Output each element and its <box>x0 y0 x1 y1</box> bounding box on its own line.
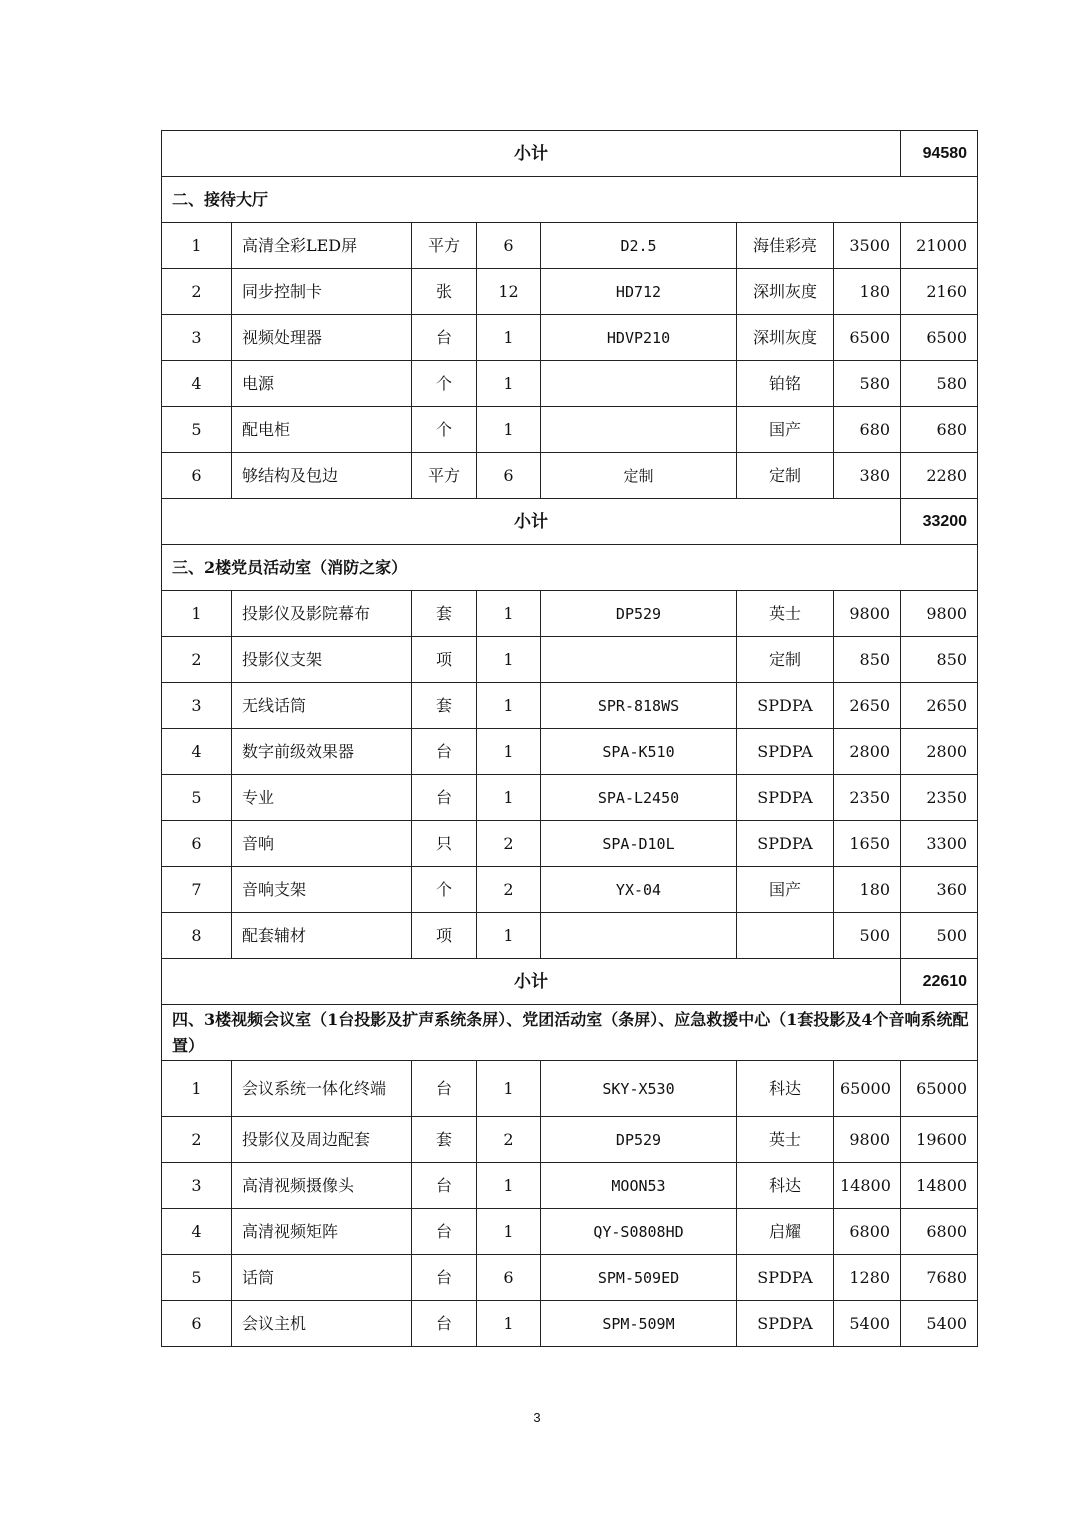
section-title: 二、接待大厅 <box>162 177 978 223</box>
cell-name: 够结构及包边 <box>232 453 412 499</box>
cell-no: 7 <box>162 867 232 913</box>
cell-name: 高清视频矩阵 <box>232 1209 412 1255</box>
cell-no: 3 <box>162 1163 232 1209</box>
cell-qty: 1 <box>477 913 541 959</box>
cell-total: 850 <box>901 637 978 683</box>
cell-unit: 台 <box>412 1301 477 1347</box>
cell-unit: 台 <box>412 1163 477 1209</box>
cell-brand: 定制 <box>737 637 834 683</box>
cell-model: SPM-509ED <box>541 1255 737 1301</box>
cell-unit-price: 180 <box>834 269 901 315</box>
cell-name: 配套辅材 <box>232 913 412 959</box>
cell-unit-price: 380 <box>834 453 901 499</box>
cell-name: 话筒 <box>232 1255 412 1301</box>
cell-model <box>541 407 737 453</box>
table-row <box>162 223 978 269</box>
cell-no: 1 <box>162 223 232 269</box>
cell-no: 8 <box>162 913 232 959</box>
cell-brand: 国产 <box>737 867 834 913</box>
table-row <box>162 1061 978 1117</box>
cell-unit: 个 <box>412 867 477 913</box>
cell-name: 视频处理器 <box>232 315 412 361</box>
cell-unit: 项 <box>412 913 477 959</box>
section-title-row <box>162 1005 978 1061</box>
cell-total: 360 <box>901 867 978 913</box>
cell-unit-price: 1280 <box>834 1255 901 1301</box>
cell-model: 定制 <box>541 453 737 499</box>
cell-model: SPA-K510 <box>541 729 737 775</box>
cell-qty: 1 <box>477 637 541 683</box>
cell-unit-price: 2350 <box>834 775 901 821</box>
table-row <box>162 269 978 315</box>
cell-qty: 1 <box>477 1209 541 1255</box>
cell-brand: 英士 <box>737 1117 834 1163</box>
subtotal-value: 22610 <box>901 959 978 1005</box>
cell-model: HD712 <box>541 269 737 315</box>
cell-no: 5 <box>162 775 232 821</box>
table-row <box>162 1117 978 1163</box>
cell-name: 无线话筒 <box>232 683 412 729</box>
cell-unit-price: 2800 <box>834 729 901 775</box>
cell-total: 2350 <box>901 775 978 821</box>
cell-qty: 6 <box>477 453 541 499</box>
cell-brand: 启耀 <box>737 1209 834 1255</box>
cell-qty: 1 <box>477 361 541 407</box>
cell-unit-price: 65000 <box>834 1061 901 1117</box>
cell-no: 3 <box>162 683 232 729</box>
cell-name: 投影仪支架 <box>232 637 412 683</box>
cell-brand: SPDPA <box>737 683 834 729</box>
cell-model: DP529 <box>541 1117 737 1163</box>
cell-model <box>541 361 737 407</box>
cell-unit: 台 <box>412 315 477 361</box>
cell-total: 580 <box>901 361 978 407</box>
cell-brand: 定制 <box>737 453 834 499</box>
cell-qty: 1 <box>477 407 541 453</box>
cell-total: 6800 <box>901 1209 978 1255</box>
cell-no: 1 <box>162 591 232 637</box>
cell-total: 7680 <box>901 1255 978 1301</box>
cell-total: 65000 <box>901 1061 978 1117</box>
cell-total: 3300 <box>901 821 978 867</box>
cell-qty: 1 <box>477 315 541 361</box>
cell-no: 2 <box>162 1117 232 1163</box>
cell-name: 高清视频摄像头 <box>232 1163 412 1209</box>
cell-unit-price: 500 <box>834 913 901 959</box>
cell-name: 电源 <box>232 361 412 407</box>
cell-brand: 深圳灰度 <box>737 315 834 361</box>
cell-no: 4 <box>162 729 232 775</box>
table-row <box>162 591 978 637</box>
cell-name: 专业 <box>232 775 412 821</box>
cell-name: 投影仪及周边配套 <box>232 1117 412 1163</box>
cell-unit-price: 3500 <box>834 223 901 269</box>
cell-unit-price: 1650 <box>834 821 901 867</box>
cell-brand: SPDPA <box>737 821 834 867</box>
cell-name: 会议主机 <box>232 1301 412 1347</box>
cell-model: SPA-D10L <box>541 821 737 867</box>
cell-brand: 海佳彩亮 <box>737 223 834 269</box>
cell-model: MOON53 <box>541 1163 737 1209</box>
cell-model: SKY-X530 <box>541 1061 737 1117</box>
cell-total: 680 <box>901 407 978 453</box>
cell-no: 6 <box>162 1301 232 1347</box>
cell-name: 投影仪及影院幕布 <box>232 591 412 637</box>
table-row <box>162 453 978 499</box>
cell-unit: 台 <box>412 1255 477 1301</box>
cell-brand: 国产 <box>737 407 834 453</box>
subtotal-value: 33200 <box>901 499 978 545</box>
cell-total: 500 <box>901 913 978 959</box>
cell-no: 4 <box>162 361 232 407</box>
cell-unit-price: 6500 <box>834 315 901 361</box>
cell-total: 14800 <box>901 1163 978 1209</box>
table-row <box>162 913 978 959</box>
cell-unit: 台 <box>412 1209 477 1255</box>
cell-qty: 6 <box>477 223 541 269</box>
cell-model: HDVP210 <box>541 315 737 361</box>
cell-brand: SPDPA <box>737 1301 834 1347</box>
table-row <box>162 821 978 867</box>
cell-qty: 1 <box>477 1301 541 1347</box>
cell-total: 2160 <box>901 269 978 315</box>
subtotal-value: 94580 <box>901 131 978 177</box>
cell-model: YX-04 <box>541 867 737 913</box>
cell-name: 高清全彩LED屏 <box>232 223 412 269</box>
cell-no: 5 <box>162 1255 232 1301</box>
table-row <box>162 683 978 729</box>
cell-no: 2 <box>162 637 232 683</box>
subtotal-row <box>162 131 978 177</box>
cell-no: 1 <box>162 1061 232 1117</box>
cell-unit: 个 <box>412 361 477 407</box>
subtotal-label: 小计 <box>162 959 901 1005</box>
cell-model: D2.5 <box>541 223 737 269</box>
table-row <box>162 407 978 453</box>
cell-name: 音响支架 <box>232 867 412 913</box>
cell-brand: 英士 <box>737 591 834 637</box>
subtotal-row <box>162 499 978 545</box>
cell-qty: 2 <box>477 867 541 913</box>
cell-name: 配电柜 <box>232 407 412 453</box>
cell-brand: SPDPA <box>737 729 834 775</box>
cell-brand: SPDPA <box>737 775 834 821</box>
cell-total: 2800 <box>901 729 978 775</box>
cell-unit-price: 9800 <box>834 1117 901 1163</box>
cell-unit-price: 850 <box>834 637 901 683</box>
cell-unit: 张 <box>412 269 477 315</box>
cell-no: 5 <box>162 407 232 453</box>
table-row <box>162 361 978 407</box>
equipment-table <box>161 130 978 1347</box>
cell-brand: 科达 <box>737 1061 834 1117</box>
cell-model: SPR-818WS <box>541 683 737 729</box>
cell-qty: 1 <box>477 1061 541 1117</box>
cell-unit: 台 <box>412 729 477 775</box>
cell-total: 2280 <box>901 453 978 499</box>
cell-unit-price: 580 <box>834 361 901 407</box>
table-row <box>162 1163 978 1209</box>
cell-name: 数字前级效果器 <box>232 729 412 775</box>
cell-total: 21000 <box>901 223 978 269</box>
cell-unit: 项 <box>412 637 477 683</box>
cell-no: 2 <box>162 269 232 315</box>
cell-qty: 1 <box>477 775 541 821</box>
cell-model: SPM-509M <box>541 1301 737 1347</box>
cell-unit: 平方 <box>412 223 477 269</box>
cell-total: 9800 <box>901 591 978 637</box>
cell-unit-price: 9800 <box>834 591 901 637</box>
subtotal-label: 小计 <box>162 499 901 545</box>
section-title-row <box>162 545 978 591</box>
cell-model <box>541 913 737 959</box>
table-row <box>162 867 978 913</box>
cell-unit: 个 <box>412 407 477 453</box>
cell-unit: 台 <box>412 1061 477 1117</box>
table-body <box>162 131 978 1347</box>
cell-qty: 1 <box>477 1163 541 1209</box>
cell-brand <box>737 913 834 959</box>
cell-unit-price: 2650 <box>834 683 901 729</box>
cell-qty: 1 <box>477 729 541 775</box>
cell-total: 2650 <box>901 683 978 729</box>
table-row <box>162 1209 978 1255</box>
cell-unit: 套 <box>412 1117 477 1163</box>
cell-total: 6500 <box>901 315 978 361</box>
section-title: 四、3楼视频会议室（1台投影及扩声系统条屏）、党团活动室（条屏）、应急救援中心（1套投影及4个音响系统配置） <box>162 1005 978 1061</box>
table-row <box>162 1301 978 1347</box>
cell-brand: SPDPA <box>737 1255 834 1301</box>
cell-total: 19600 <box>901 1117 978 1163</box>
table-row <box>162 1255 978 1301</box>
cell-unit-price: 14800 <box>834 1163 901 1209</box>
cell-qty: 12 <box>477 269 541 315</box>
cell-brand: 科达 <box>737 1163 834 1209</box>
table-row <box>162 637 978 683</box>
cell-no: 6 <box>162 821 232 867</box>
cell-unit: 只 <box>412 821 477 867</box>
cell-model <box>541 637 737 683</box>
table-row <box>162 315 978 361</box>
cell-unit: 台 <box>412 775 477 821</box>
cell-qty: 6 <box>477 1255 541 1301</box>
cell-qty: 1 <box>477 683 541 729</box>
section-title: 三、2楼党员活动室（消防之家） <box>162 545 978 591</box>
cell-unit-price: 180 <box>834 867 901 913</box>
cell-unit-price: 6800 <box>834 1209 901 1255</box>
cell-brand: 铂铭 <box>737 361 834 407</box>
subtotal-row <box>162 959 978 1005</box>
cell-no: 6 <box>162 453 232 499</box>
cell-qty: 2 <box>477 1117 541 1163</box>
section-title-row <box>162 177 978 223</box>
cell-name: 音响 <box>232 821 412 867</box>
cell-qty: 2 <box>477 821 541 867</box>
cell-name: 会议系统一体化终端 <box>232 1061 412 1117</box>
cell-model: QY-S0808HD <box>541 1209 737 1255</box>
cell-unit: 平方 <box>412 453 477 499</box>
subtotal-label: 小计 <box>162 131 901 177</box>
cell-unit-price: 680 <box>834 407 901 453</box>
table-row <box>162 775 978 821</box>
cell-total: 5400 <box>901 1301 978 1347</box>
cell-model: DP529 <box>541 591 737 637</box>
table-row <box>162 729 978 775</box>
cell-no: 3 <box>162 315 232 361</box>
cell-name: 同步控制卡 <box>232 269 412 315</box>
cell-no: 4 <box>162 1209 232 1255</box>
cell-unit-price: 5400 <box>834 1301 901 1347</box>
cell-unit: 套 <box>412 683 477 729</box>
cell-qty: 1 <box>477 591 541 637</box>
cell-model: SPA-L2450 <box>541 775 737 821</box>
cell-brand: 深圳灰度 <box>737 269 834 315</box>
page-number: 3 <box>533 1410 541 1425</box>
cell-unit: 套 <box>412 591 477 637</box>
